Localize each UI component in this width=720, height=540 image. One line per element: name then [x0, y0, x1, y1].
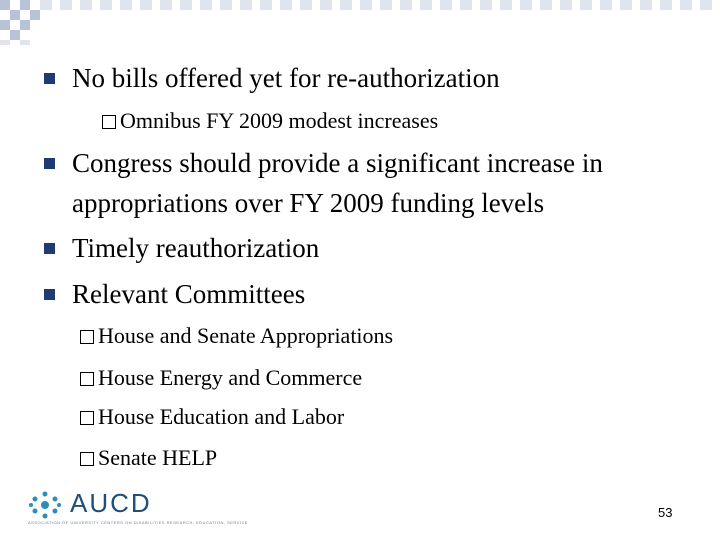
logo-mark-icon [28, 490, 62, 520]
bullet-marker [44, 289, 55, 300]
sub-bullet-text: Senate HELP [98, 445, 218, 470]
checkbox-icon [80, 452, 94, 466]
checkbox-icon [102, 115, 116, 129]
bullet-text: No bills offered yet for re-authorization [72, 63, 500, 93]
aucd-logo [28, 488, 249, 528]
bullet-text: Timely reauthorization [72, 233, 320, 263]
sub-bullet [80, 403, 344, 431]
sub-bullet-text: House Education and Labor [98, 404, 345, 429]
sub-bullet-text: House and Senate Appropriations [98, 323, 394, 348]
sub-bullet [80, 444, 217, 472]
checkbox-icon [80, 330, 94, 344]
bullet-marker [44, 73, 55, 84]
corner-decoration [0, 0, 720, 45]
sub-bullet [80, 322, 393, 350]
sub-bullet-text: Omnibus FY 2009 modest increases [120, 108, 439, 133]
bullet-marker [44, 158, 55, 169]
slide-number: 53 [658, 505, 673, 520]
sub-bullet [102, 107, 438, 135]
logo-tagline: ASSOCIATION OF UNIVERSITY CENTERS ON DISABILITIES RESEARCH, EDUCATION, SERVICE [28, 520, 249, 525]
sub-bullet [80, 364, 362, 392]
checkbox-icon [80, 372, 94, 386]
sub-bullet-text: House Energy and Commerce [98, 365, 363, 390]
bullet-marker [44, 243, 55, 254]
bullet-text: Relevant Committees [72, 279, 306, 309]
checkbox-icon [80, 411, 94, 425]
bullet-text-continuation: appropriations over FY 2009 funding levels [72, 188, 545, 218]
logo-wordmark: AUCD [70, 488, 152, 518]
bullet-text: Congress should provide a significant increase in [72, 148, 603, 178]
